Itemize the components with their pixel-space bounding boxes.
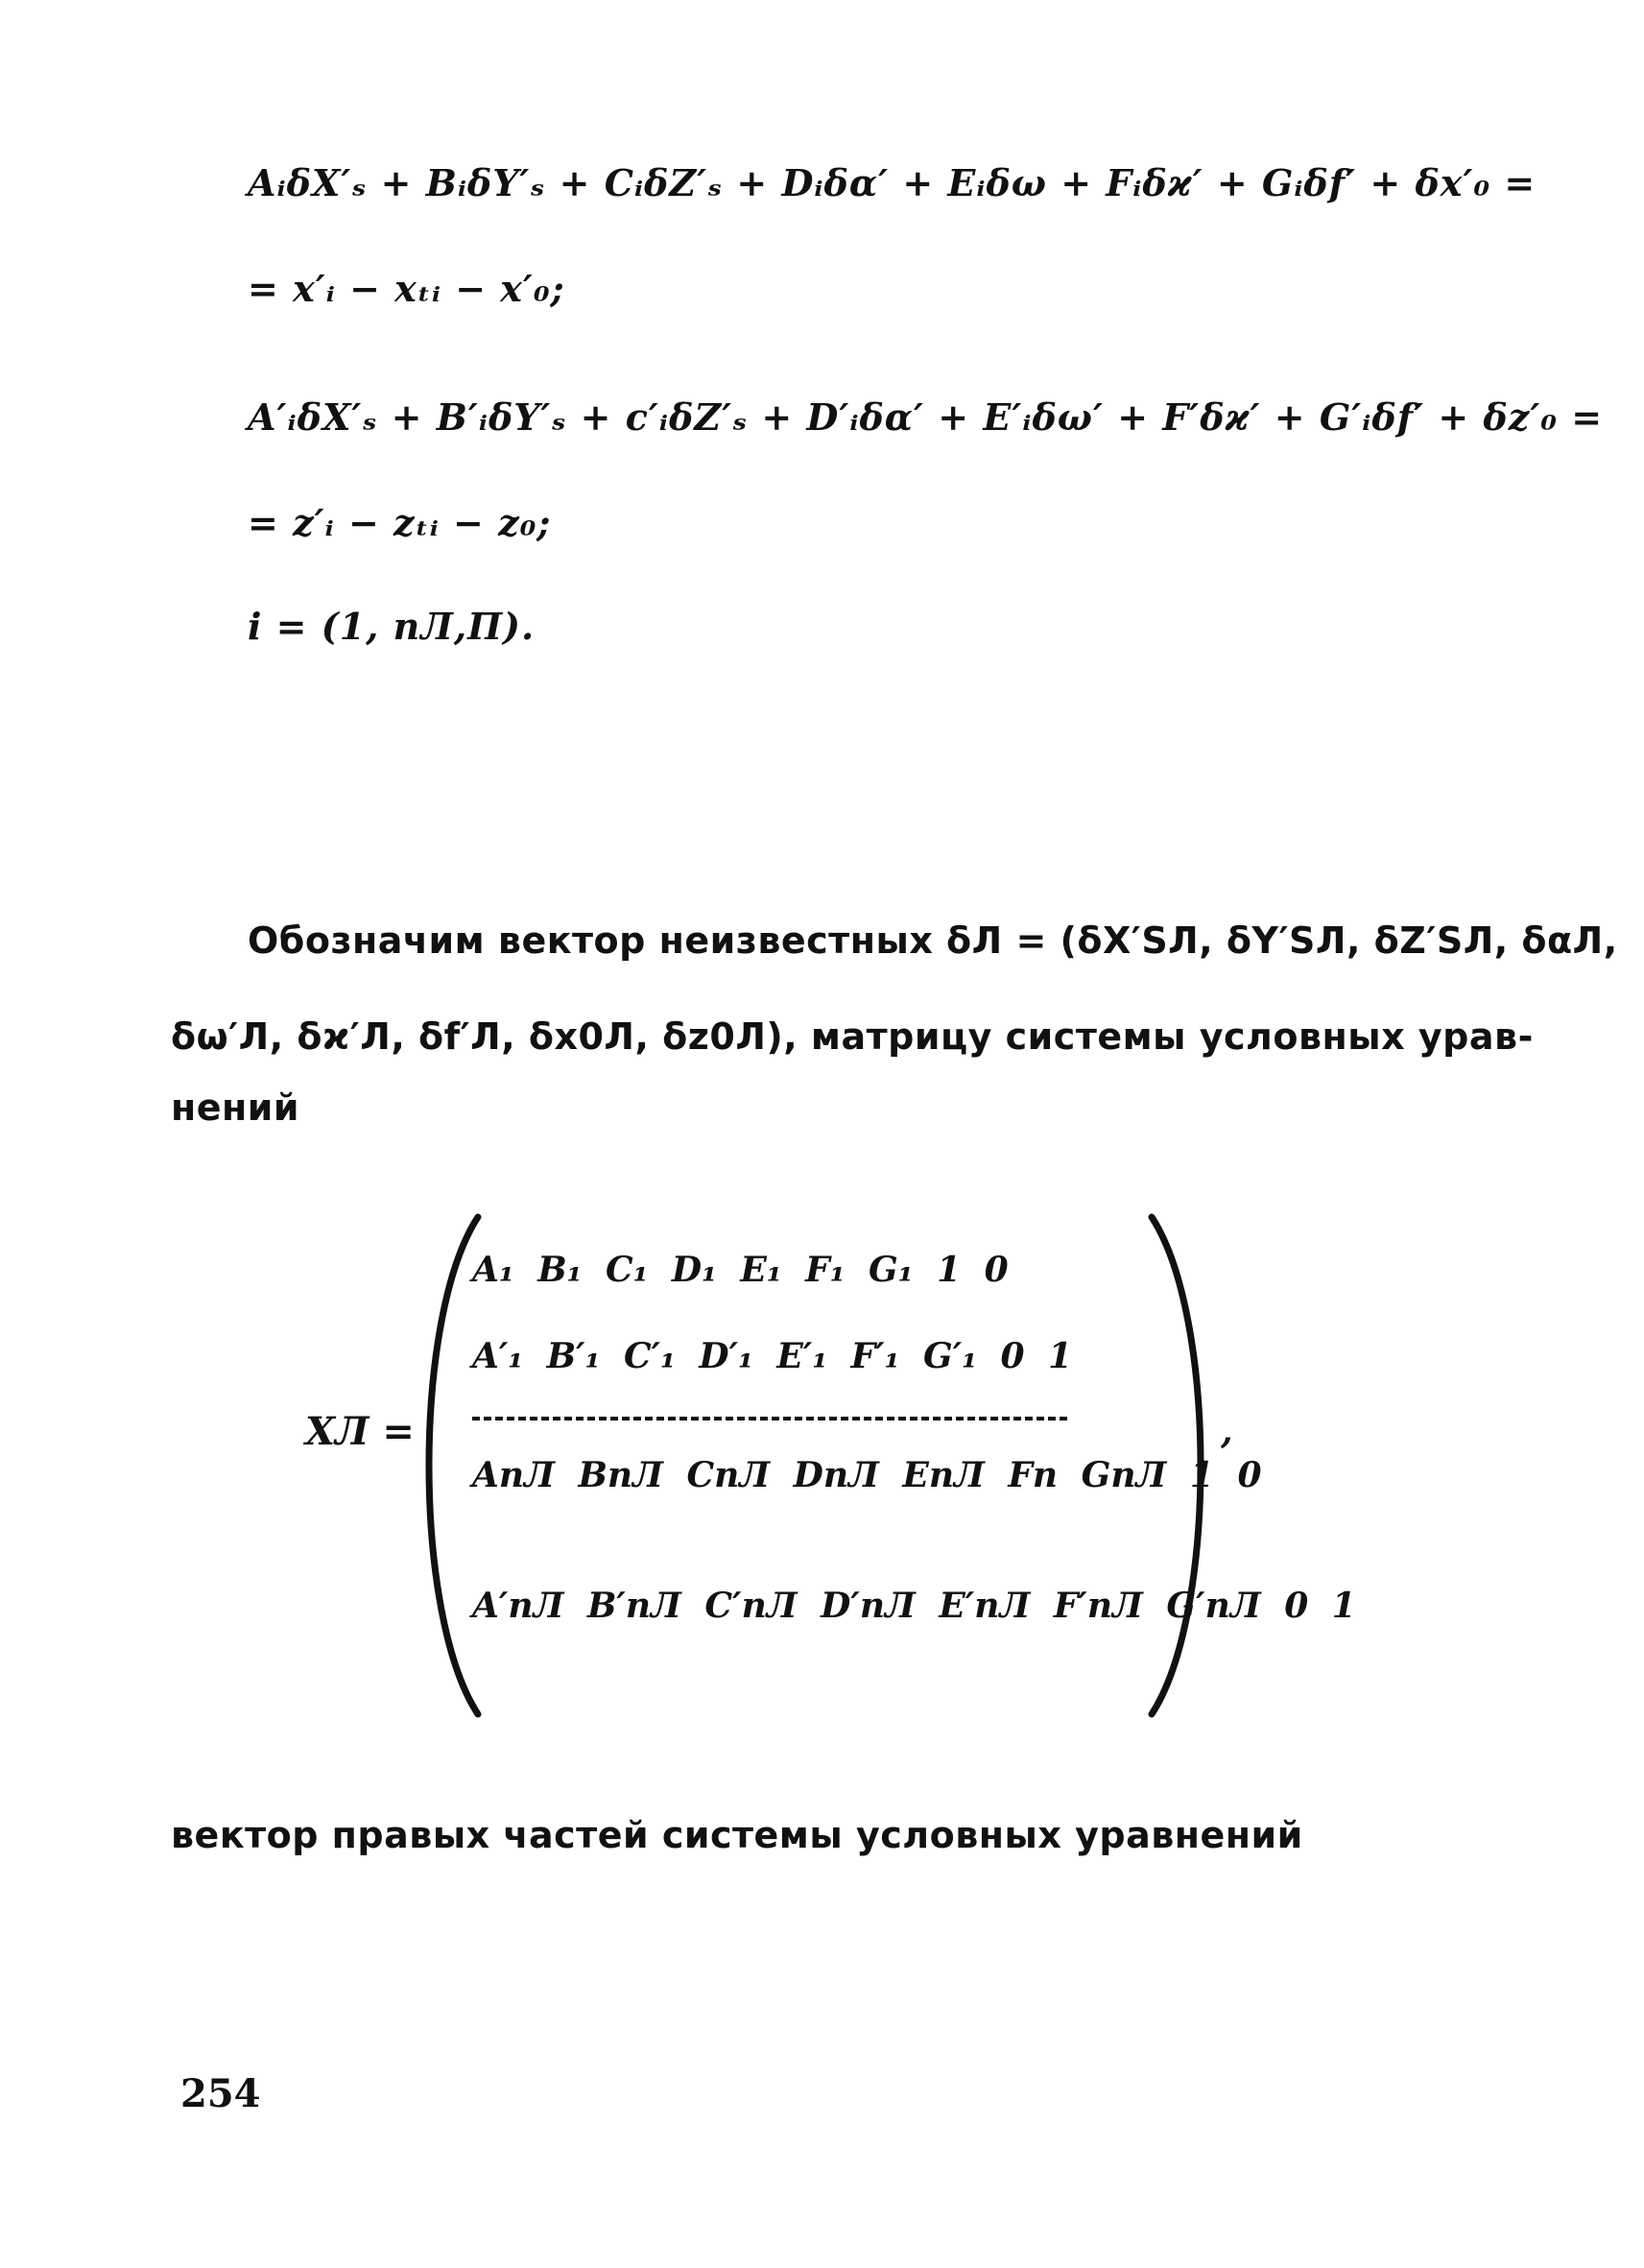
paragraph-1-line-3: нений: [171, 1086, 300, 1129]
matrix-label: XЛ =: [305, 1409, 415, 1454]
right-paren: [1140, 1211, 1227, 1720]
equation-2-line-1: A′ᵢδX′ₛ + B′ᵢδY′ₛ + c′ᵢδZ′ₛ + D′ᵢδα′ + E′ᵢδω′ + F′δϰ′ + G′ᵢδf′ + δz′₀ =: [248, 395, 1604, 439]
page-number: 254: [180, 2071, 261, 2116]
matrix-row-4: A′nЛ B′nЛ C′nЛ D′nЛ E′nЛ F′nЛ G′nЛ 0 1: [472, 1586, 1356, 1626]
equation-2-line-2: = z′ᵢ − zₜᵢ − z₀;: [248, 501, 552, 544]
paragraph-1-line-2: δω′Л, δϰ′Л, δf′Л, δx0Л, δz0Л), матрицу системы условных урав-: [171, 1015, 1534, 1058]
matrix-row-3: AnЛ BnЛ CnЛ DnЛ EnЛ Fn GnЛ 1 0: [472, 1455, 1262, 1495]
equation-1-line-1: AᵢδX′ₛ + BᵢδY′ₛ + CᵢδZ′ₛ + Dᵢδα′ + Eᵢδω + Fᵢδϰ′ + Gᵢδf′ + δx′₀ =: [248, 161, 1537, 204]
index-range: i = (1, nЛ,П).: [248, 605, 536, 648]
paragraph-2: вектор правых частей системы условных уравнений: [171, 1814, 1303, 1856]
paragraph-1-line-1: Обозначим вектор неизвестных δЛ = (δX′SЛ, δY′SЛ, δZ′SЛ, δαЛ,: [248, 919, 1618, 962]
matrix-separator: [472, 1417, 1067, 1420]
equation-1-line-2: = x′ᵢ − xₜᵢ − x′₀;: [248, 267, 565, 310]
matrix-row-1: A₁ B₁ C₁ D₁ E₁ F₁ G₁ 1 0: [472, 1250, 1009, 1290]
matrix-trailing-comma: ,: [1221, 1411, 1233, 1451]
matrix-row-2: A′₁ B′₁ C′₁ D′₁ E′₁ F′₁ G′₁ 0 1: [472, 1336, 1073, 1376]
